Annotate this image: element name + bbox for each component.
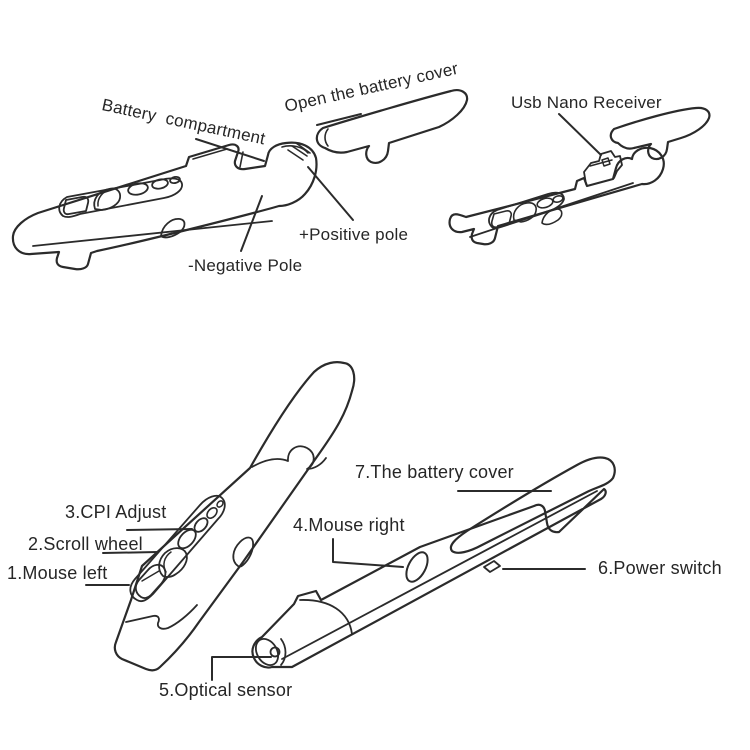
label-open-battery-cover: Open the battery cover — [282, 58, 461, 116]
label-usb-nano-receiver: Usb Nano Receiver — [511, 93, 662, 112]
leader-usb-nano-receiver — [559, 114, 601, 155]
label-cpi-adjust: 3.CPI Adjust — [65, 502, 167, 522]
leader-cpi-adjust — [127, 529, 192, 530]
pen-mouse-receiver-view — [450, 108, 710, 244]
label-scroll-wheel: 2.Scroll wheel — [28, 534, 143, 554]
leader-optical-sensor — [212, 657, 271, 680]
label-mouse-left: 1.Mouse left — [7, 563, 108, 583]
pen-mouse-battery-view — [13, 143, 317, 270]
label-battery-compartment: Battery compartment — [100, 95, 268, 149]
leader-positive-pole — [308, 167, 353, 220]
pen-mouse-bottom-view — [251, 457, 614, 669]
label-negative-pole: -Negative Pole — [188, 256, 303, 275]
label-mouse-right: 4.Mouse right — [293, 515, 405, 535]
label-positive-pole: +Positive pole — [299, 225, 409, 244]
power-switch-part — [484, 561, 500, 572]
label-optical-sensor: 5.Optical sensor — [159, 680, 293, 700]
label-battery-cover: 7.The battery cover — [355, 462, 514, 482]
label-power-switch: 6.Power switch — [598, 558, 722, 578]
